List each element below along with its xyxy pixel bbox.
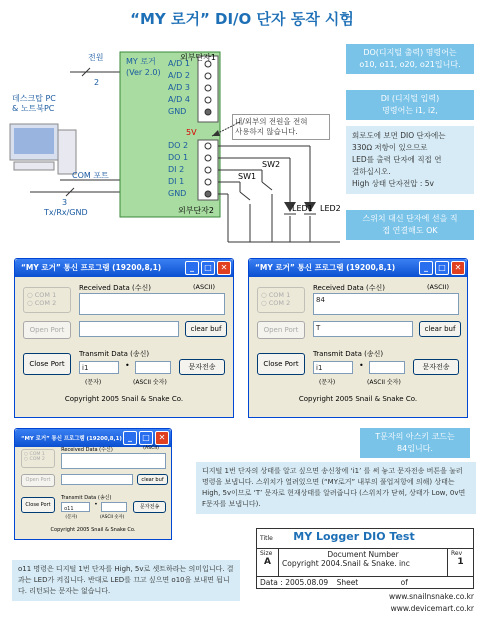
pin-pins_bottom-0 <box>205 143 211 149</box>
switch-callout: 스위치 대신 단자에 선을 직 접 연결해도 OK <box>346 210 474 240</box>
pin-pins_bottom-3 <box>205 179 211 185</box>
close-port-button[interactable]: Close Port <box>21 497 56 513</box>
tb-rev: 1 <box>457 557 464 567</box>
close-port-button[interactable]: Close Port <box>23 353 71 375</box>
logger-dialog-3 <box>14 428 172 540</box>
tb-doc: Copyright 2004.Snail & Snake. inc <box>282 559 410 568</box>
pin-label-pins_bottom-1: DO 1 <box>168 153 189 162</box>
tb-of-label: of <box>400 578 408 587</box>
tb-rev-label: Rev <box>451 550 463 557</box>
pin-pins_bottom-4 <box>205 191 211 197</box>
separator-dot: • <box>94 502 98 509</box>
received-label: Received Data (수신) <box>79 284 151 292</box>
transmit-label: Transmit Data (송신) <box>61 494 112 501</box>
o11-explanation: o11 명령은 디지털 1번 단자를 High, 5v로 셋트하라는 의미입니다. 결과는 LED가 켜집니다. 반대로 LED를 끄고 싶으면 o10을 보내면 됩니다. 리턴되는 문자는 없습니다. <box>12 560 240 601</box>
url-2: www.devicemart.co.kr <box>390 604 474 613</box>
com1-radio[interactable]: ○ COM 1 <box>27 291 57 299</box>
com-port-group <box>257 287 305 313</box>
received-text-field[interactable] <box>79 321 179 337</box>
received-text-field[interactable] <box>61 474 133 486</box>
dialog-titlebar[interactable] <box>15 429 171 447</box>
close-icon[interactable]: ✕ <box>451 261 465 275</box>
tb-title-label: Title <box>260 535 273 542</box>
received-ascii-field[interactable] <box>79 293 225 315</box>
power-label: 전원 <box>88 53 104 62</box>
ext-terminal-2: 외부단자2 <box>178 206 215 215</box>
ascii-code-callout: T문자의 아스키 코드는 84입니다. <box>360 428 470 458</box>
pin-label-pins_top-3: A/D 4 <box>168 95 190 104</box>
transmit-char-input[interactable]: i1 <box>79 361 119 374</box>
device-name: MY 로거 (Ver 2.0) <box>126 57 161 77</box>
tb-size: A <box>264 557 271 567</box>
pin-label-pins_bottom-3: DI 1 <box>168 177 185 186</box>
pin-pins_top-4 <box>205 109 211 115</box>
tb-date: 2005.08.09 <box>285 578 329 587</box>
tb-date-label: Data : <box>260 578 283 587</box>
minimize-icon[interactable]: _ <box>185 261 199 275</box>
ascii-num-caption: (ASCII 숫자) <box>133 379 167 386</box>
led2-label: LED2 <box>320 204 341 213</box>
dialog-title: “MY 로거” 통신 프로그램 (19200,8,1) <box>21 436 122 442</box>
tb-title: MY Logger DIO Test <box>293 530 415 543</box>
pin-label-pins_top-4: GND <box>168 107 187 116</box>
separator-dot: • <box>359 361 364 370</box>
transmit-char-input[interactable]: o11 <box>61 502 90 511</box>
pin-pins_bottom-2 <box>205 167 211 173</box>
title-block <box>256 528 474 613</box>
pin-label-pins_bottom-4: GND <box>168 189 187 198</box>
char-caption: (문자) <box>65 514 78 520</box>
url-1: www.snailnsnake.co.kr <box>389 592 474 601</box>
com-port-group <box>23 287 71 313</box>
close-port-button[interactable]: Close Port <box>257 353 305 375</box>
maximize-icon[interactable]: □ <box>139 431 153 445</box>
com2-radio[interactable]: ○ COM 2 <box>27 299 57 307</box>
pin-label-pins_top-2: A/D 3 <box>168 83 190 92</box>
com2-radio[interactable]: ○ COM 2 <box>261 299 291 307</box>
send-char-button[interactable]: 문자전송 <box>413 359 459 375</box>
com1-radio[interactable]: ○ COM 1 <box>261 291 291 299</box>
send-char-button[interactable]: 문자전송 <box>179 359 225 375</box>
com-port-group <box>21 449 56 468</box>
clear-buf-button[interactable]: clear buf <box>185 321 227 337</box>
received-ascii-tag: (ASCII) <box>427 283 450 291</box>
open-port-button[interactable]: Open Port <box>21 474 56 487</box>
transmit-label: Transmit Data (송신) <box>313 350 384 358</box>
sw1-label: SW1 <box>238 172 257 181</box>
char-caption: (문자) <box>85 379 102 386</box>
open-port-button[interactable]: Open Port <box>257 321 305 339</box>
dialog-title: “MY 로거” 통신 프로그램 (19200,8,1) <box>21 263 162 272</box>
txrx-label: Tx/Rx/GND <box>44 208 88 217</box>
ascii-num-caption: (ASCII 숫자) <box>367 379 401 386</box>
ext-terminal-1: 외부단자1 <box>180 53 217 62</box>
tb-size-label: Size <box>260 550 273 557</box>
char-caption: (문자) <box>319 379 336 386</box>
com-port-label: COM 포트 <box>72 171 109 180</box>
logger-dialog-1 <box>14 258 234 418</box>
five-volt-label: 5V <box>186 128 197 137</box>
tb-docnum-label: Document Number <box>327 550 399 559</box>
minimize-icon[interactable]: _ <box>419 261 433 275</box>
pin-pins_top-2 <box>205 85 211 91</box>
power-note: 내/외부의 전원을 전혀 사용하지 않습니다. <box>232 114 330 140</box>
transmit-ascii-input[interactable] <box>369 361 405 374</box>
transmit-char-input[interactable]: i1 <box>313 361 353 374</box>
close-icon[interactable]: ✕ <box>217 261 231 275</box>
dialog-titlebar[interactable] <box>249 259 467 277</box>
send-char-button[interactable]: 문자전송 <box>133 501 166 513</box>
received-ascii-tag: (ASCII) <box>193 283 216 291</box>
minimize-icon[interactable]: _ <box>123 431 137 445</box>
pin-pins_bottom-1 <box>205 155 211 161</box>
received-label: Received Data (수신) <box>313 284 385 292</box>
com1-radio[interactable]: ○ COM 1 <box>23 452 45 458</box>
close-icon[interactable]: ✕ <box>155 431 169 445</box>
page-title: “MY 로거” DI/O 단자 동작 시험 <box>130 10 354 28</box>
clear-buf-button[interactable]: clear buf <box>419 321 461 337</box>
tb-sheet-label: Sheet <box>336 578 359 587</box>
do-command-callout: DO(디지털 출력) 명령어는 o10, o11, o20, o21입니다. <box>346 44 474 74</box>
di-command-callout: DI (디지털 입력) 명령어는 i1, i2, <box>346 90 474 120</box>
circuit-note: 회로도에 보면 DIO 단자에는 330Ω 저항이 있으므로 LED를 출력 단자에 직접 연 결하십시오. High 상태 단자전압 : 5v <box>346 126 474 194</box>
com-wire-count: 3 <box>62 198 68 207</box>
ascii-num-caption: (ASCII 숫자) <box>99 514 125 520</box>
received-text-field[interactable]: T <box>313 321 413 337</box>
pin-label-pins_top-0: A/D 1 <box>168 59 190 68</box>
pin-label-pins_bottom-0: DO 2 <box>168 141 189 150</box>
separator-dot: • <box>125 361 130 370</box>
sw2-label: SW2 <box>262 160 281 169</box>
copyright: Copyright 2005 Snail & Snake Co. <box>64 395 184 403</box>
pc-label: 데스크탑 PC & 노트북PC <box>12 94 56 113</box>
dialog-title: “MY 로거” 통신 프로그램 (19200,8,1) <box>255 263 396 272</box>
pin-label-pins_top-1: A/D 2 <box>168 71 190 80</box>
transmit-label: Transmit Data (송신) <box>79 350 150 358</box>
com2-radio[interactable]: ○ COM 2 <box>23 457 45 463</box>
received-ascii-tag: (ASCII) <box>143 446 159 452</box>
pin-pins_top-1 <box>205 73 211 79</box>
pc-icon <box>10 124 76 174</box>
transmit-ascii-input[interactable] <box>101 502 127 511</box>
open-port-button[interactable]: Open Port <box>23 321 71 339</box>
maximize-icon[interactable]: □ <box>201 261 215 275</box>
clear-buf-button[interactable]: clear buf <box>137 474 167 486</box>
pin-pins_top-3 <box>205 97 211 103</box>
power-wire-count: 2 <box>94 78 100 87</box>
dialog-titlebar[interactable] <box>15 259 233 277</box>
di-explanation: 디지털 1번 단자의 상태를 알고 싶으면 송신창에 ‘i1’ 를 써 놓고 문자전송 버튼을 눌러 명령을 보냅니다. 스위치가 열려있으면 (“MY로거” 내부의 풀업저항에 의해) 상태는 High, 5v이므로 ‘T’ 문자로 현재상태를 알려줍니다 (스위치가 닫혀, 상태가 Low, 0v면 F문자를 보냅니다). <box>196 462 476 514</box>
transmit-ascii-input[interactable] <box>135 361 171 374</box>
logger-dialog-2 <box>248 258 468 418</box>
copyright: Copyright 2005 Snail & Snake Co. <box>50 526 136 533</box>
copyright: Copyright 2005 Snail & Snake Co. <box>298 395 418 403</box>
maximize-icon[interactable]: □ <box>435 261 449 275</box>
received-label: Received Data (수신) <box>61 447 113 454</box>
received-ascii-field[interactable]: 84 <box>313 293 459 315</box>
received-ascii-field[interactable] <box>61 453 166 469</box>
pin-label-pins_bottom-2: DI 2 <box>168 165 185 174</box>
led1-label: LED1 <box>292 204 313 213</box>
